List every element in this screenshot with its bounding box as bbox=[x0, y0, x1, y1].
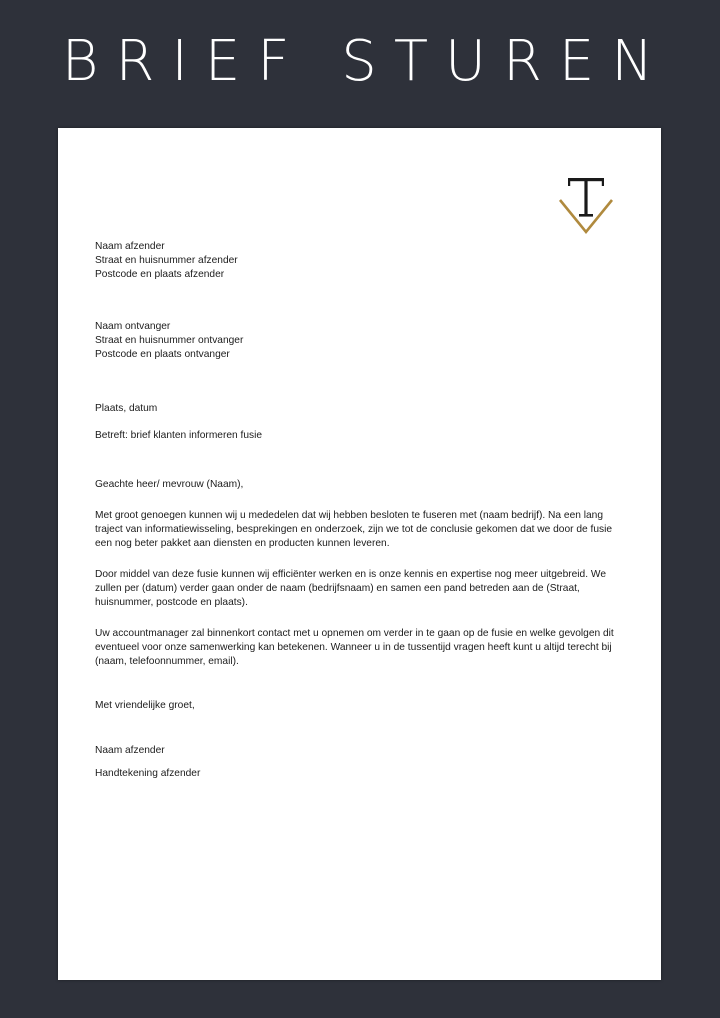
place-date: Plaats, datum bbox=[95, 403, 158, 414]
paragraph-line: Uw accountmanager zal binnenkort contact met u opnemen om verder in te gaan op de fusie en welke gevolgen dit bbox=[95, 628, 614, 639]
letter-sheet bbox=[58, 128, 661, 980]
paragraph-3 bbox=[95, 627, 625, 669]
paragraph-line: huisnummer, postcode en plaats). bbox=[95, 597, 248, 608]
signoff-name: Naam afzender bbox=[95, 745, 165, 756]
sender-address bbox=[95, 240, 625, 282]
recipient-street: Straat en huisnummer ontvanger bbox=[95, 335, 244, 346]
paragraph-line: traject van informatiewisseling, besprekingen en onderzoek, zijn we tot de conclusie gekomen dat we door de fusie bbox=[95, 524, 613, 535]
subject-line: Betreft: brief klanten informeren fusie bbox=[95, 430, 263, 441]
paragraph-line: zullen per (datum) verder gaan onder de naam (bedrijfsnaam) en samen een pand betreden aan de (Straat, bbox=[95, 583, 580, 594]
salutation: Geachte heer/ mevrouw (Naam), bbox=[95, 479, 244, 490]
recipient-name: Naam ontvanger bbox=[95, 321, 171, 332]
sender-name: Naam afzender bbox=[95, 241, 165, 252]
paragraph-line: Door middel van deze fusie kunnen wij efficiënter werken en is onze kennis en expertise nog meer uitgebreid. We bbox=[95, 569, 606, 580]
paragraph-2 bbox=[95, 568, 625, 610]
recipient-address bbox=[95, 320, 625, 362]
paragraph-line: (naam, telefoonnummer, email). bbox=[95, 656, 239, 667]
closing: Met vriendelijke groet, bbox=[95, 700, 195, 711]
recipient-postal: Postcode en plaats ontvanger bbox=[95, 349, 230, 360]
page-title: BRIEF STUREN bbox=[61, 29, 671, 94]
paragraph-line: Met groot genoegen kunnen wij u mededelen dat wij hebben besloten te fuseren met (naam bedrijf). Na een lang bbox=[95, 510, 604, 521]
sender-postal: Postcode en plaats afzender bbox=[95, 269, 225, 280]
paragraph-line: een nog beter pakket aan diensten en producten kunnen leveren. bbox=[95, 538, 390, 549]
letter-body bbox=[95, 240, 625, 781]
signoff-signature: Handtekening afzender bbox=[95, 768, 201, 779]
t-chevron-monogram-icon bbox=[558, 174, 614, 238]
sender-street: Straat en huisnummer afzender bbox=[95, 255, 238, 266]
paragraph-line: eventueel voor onze samenwerking kan betekenen. Wanneer u in de tussentijd vragen heeft kunt u altijd terecht bij bbox=[95, 642, 612, 653]
paragraph-1 bbox=[95, 509, 625, 551]
